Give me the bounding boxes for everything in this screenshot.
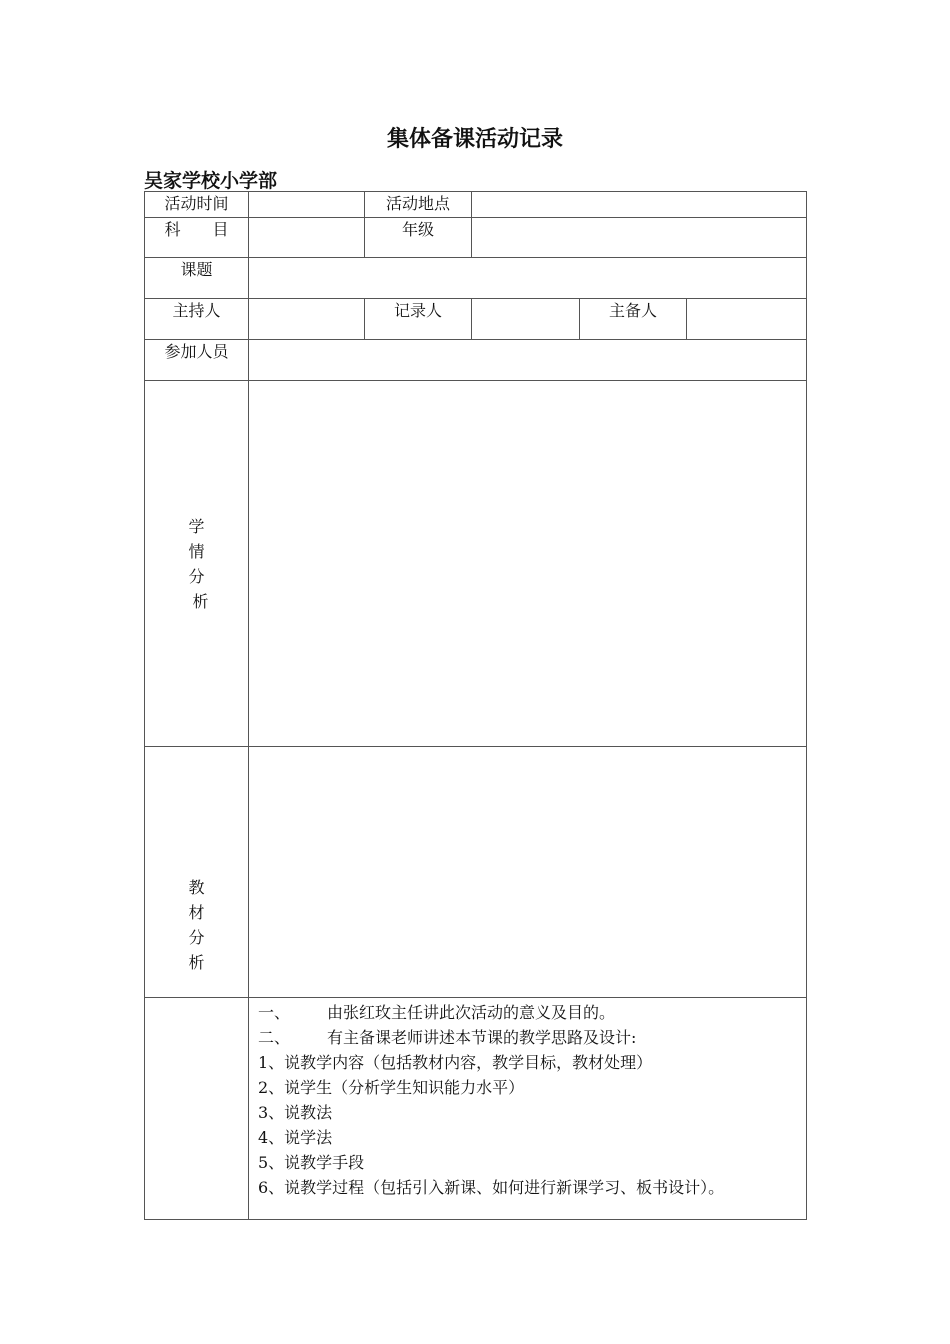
item-number: 二、 [258, 1028, 291, 1047]
topic-value[interactable] [249, 258, 807, 299]
process-sub-item: 4、说学法 [258, 1128, 333, 1147]
process-sub-item: 2、说学生（分析学生知识能力水平） [258, 1078, 525, 1097]
label-char: 材 [188, 903, 205, 922]
label-char: 分 [188, 566, 205, 586]
activity-place-value[interactable] [472, 192, 807, 218]
participants-value[interactable] [249, 340, 807, 381]
student-analysis-value[interactable] [249, 381, 807, 747]
recorder-label: 记录人 [365, 299, 472, 340]
textbook-analysis-value[interactable] [249, 747, 807, 998]
subject-label: 科 目 [145, 218, 249, 258]
process-item-1 [258, 1000, 806, 1025]
label-char: 分 [188, 928, 205, 947]
row-subject-grade [145, 218, 807, 258]
lead-preparer-label: 主备人 [580, 299, 687, 340]
row-topic [145, 258, 807, 299]
topic-label: 课题 [145, 258, 249, 299]
item-number: 一、 [258, 1003, 291, 1022]
row-people [145, 299, 807, 340]
process-item-2 [258, 1025, 806, 1050]
process-sub-item: 1、说教学内容（包括教材内容，教学目标，教材处理） [258, 1053, 653, 1072]
label-char: 教 [188, 878, 205, 897]
student-analysis-label [145, 381, 249, 747]
process-sub-item: 3、说教法 [258, 1103, 333, 1122]
lead-preparer-value[interactable] [687, 299, 807, 340]
label-char: 析 [192, 591, 209, 611]
grade-value[interactable] [472, 218, 807, 258]
row-textbook-analysis [145, 747, 807, 998]
subject-value[interactable] [249, 218, 365, 258]
row-participants [145, 340, 807, 381]
row-time-place [145, 192, 807, 218]
label-char: 学 [188, 516, 205, 536]
school-name: 吴家学校小学部 [144, 170, 278, 192]
recorder-value[interactable] [472, 299, 580, 340]
activity-time-value[interactable] [249, 192, 365, 218]
row-process [145, 998, 807, 1220]
textbook-analysis-label [145, 747, 249, 998]
activity-place-label: 活动地点 [365, 192, 472, 218]
document-title: 集体备课活动记录 [386, 127, 563, 152]
host-label: 主持人 [145, 299, 249, 340]
item-text: 由张红玫主任讲此次活动的意义及目的。 [327, 1003, 616, 1022]
label-char: 情 [188, 541, 205, 561]
row-student-analysis [145, 381, 807, 747]
item-text: 有主备课老师讲述本节课的教学思路及设计: [327, 1028, 637, 1047]
process-content[interactable] [249, 998, 807, 1220]
label-char: 析 [188, 953, 205, 972]
process-label [145, 998, 249, 1220]
process-sub-item: 5、说教学手段 [258, 1153, 365, 1172]
host-value[interactable] [249, 299, 365, 340]
grade-label: 年级 [365, 218, 472, 258]
process-sub-item: 6、说教学过程（包括引入新课、如何进行新课学习、板书设计）。 [258, 1178, 725, 1197]
lesson-prep-record-table [144, 191, 807, 1220]
participants-label: 参加人员 [145, 340, 249, 381]
activity-time-label: 活动时间 [145, 192, 249, 218]
